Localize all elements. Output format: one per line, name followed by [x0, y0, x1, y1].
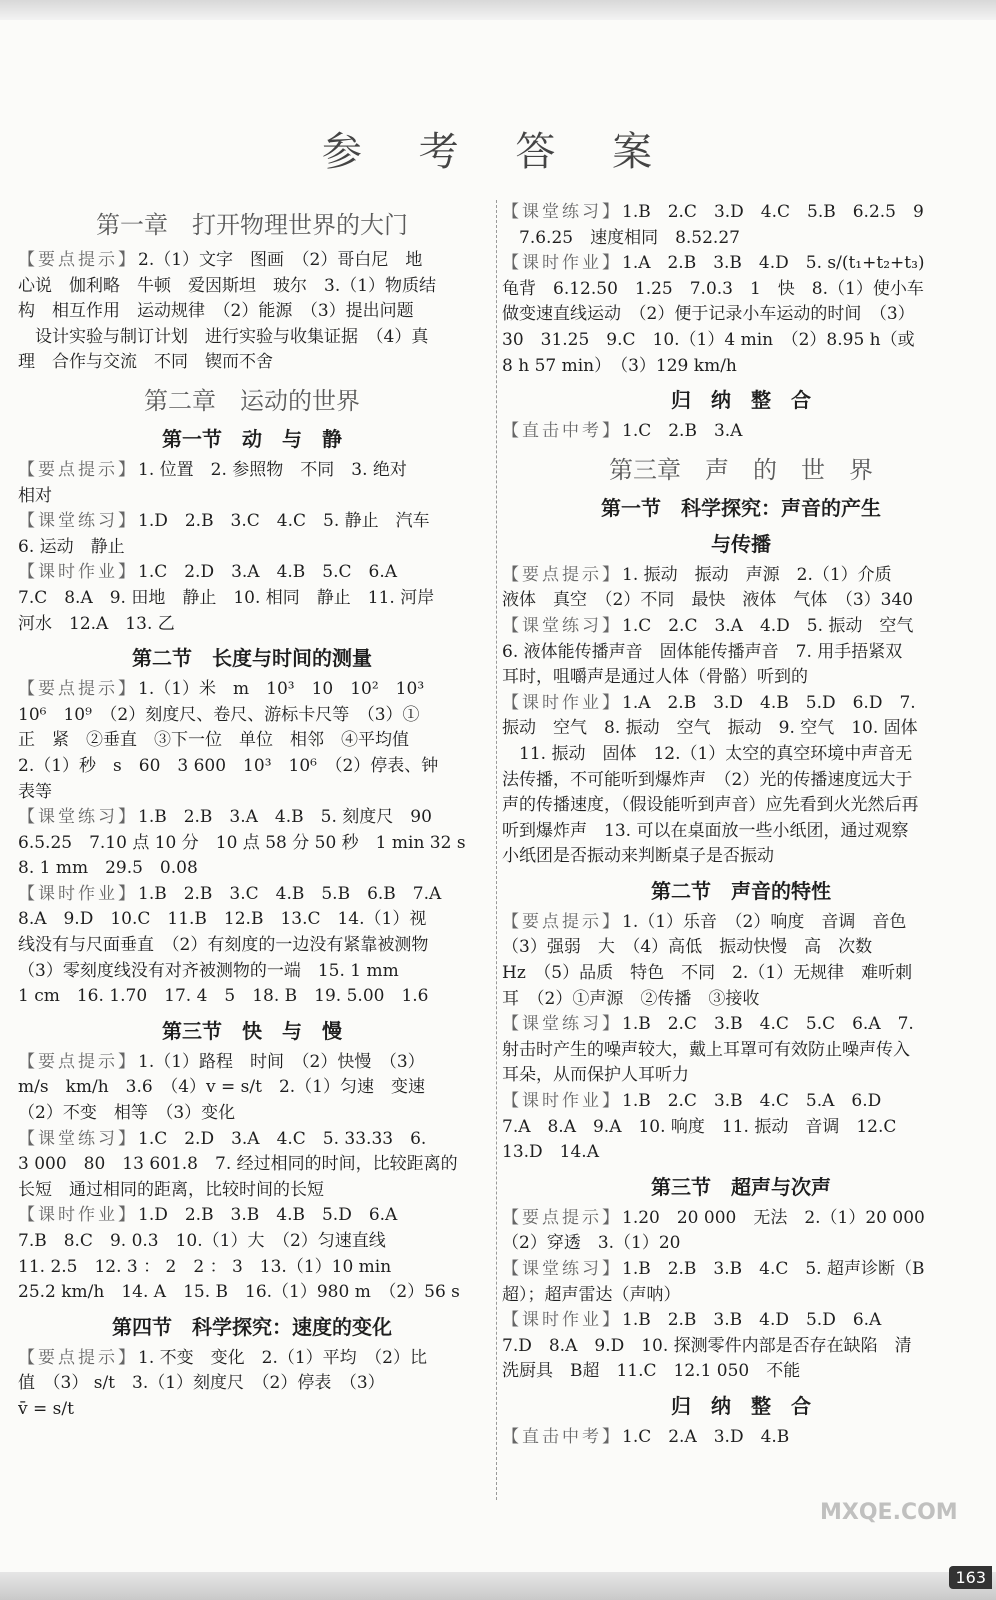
answer-line	[18, 1255, 486, 1281]
answer-text: 1.B 2.C 3.B 4.C 5.C 6.A 7.	[622, 1014, 914, 1035]
answer-tag: 【要点提示】	[18, 1051, 138, 1072]
answer-line	[502, 588, 980, 614]
answer-text: 1.A 2.B 3.D 4.B 5.D 6.D 7.	[622, 692, 916, 713]
answer-text: 11. 振动 固体 12.（1）太空的真空环境中声音无	[502, 743, 913, 764]
answer-text: 7.B 8.C 9. 0.3 10.（1）大 （2）匀速直线	[18, 1231, 386, 1251]
right-column	[502, 200, 980, 1451]
answer-line	[18, 586, 486, 612]
answer-text: 11. 2.5 12. 3 ： 2 2 ： 3 13.（1）10 min	[18, 1256, 392, 1277]
chapter-heading: 第三章 声 的 世 界	[609, 455, 873, 484]
answer-text: 8.A 9.D 10.C 11.B 12.B 13.C 14.（1）视	[18, 909, 427, 930]
answer-text: 10⁶ 10⁹ （2）刻度尺、卷尺、游标卡尺等 （3）①	[18, 704, 420, 725]
answer-line	[502, 1257, 980, 1283]
answer-text: 1. 不变 变化 2.（1）平均 （2）比	[138, 1347, 427, 1368]
answer-tag: 【课堂练习】	[502, 615, 622, 636]
section-heading: 第二节 长度与时间的测量	[132, 646, 372, 671]
answer-line	[502, 328, 980, 354]
answer-tag: 【课堂练习】	[502, 1259, 622, 1279]
answer-line	[502, 742, 980, 768]
answer-text: 超）；超声雷达（声呐）	[502, 1284, 681, 1305]
section-heading: 第四节 科学探究：速度的变化	[112, 1314, 392, 1339]
answer-line	[18, 959, 486, 985]
answer-tag: 【要点提示】	[18, 459, 138, 480]
answer-line	[502, 354, 980, 380]
answer-line	[18, 458, 486, 484]
answer-line	[502, 640, 980, 666]
answer-line	[502, 716, 980, 742]
answer-line	[502, 200, 980, 226]
answer-text: 30 31.25 9.C 10.（1）4 min （2）8.95 h（或	[502, 329, 915, 350]
answer-line	[502, 1231, 980, 1257]
answer-text: 耳 （2）①声源 ②传播 ③接收	[502, 988, 760, 1009]
answer-text: 1.D 2.B 3.B 4.B 5.D 6.A	[138, 1205, 398, 1226]
watermark: MXQE.COM	[820, 1500, 958, 1525]
page-number: 163	[949, 1566, 992, 1589]
answer-tag: 【课时作业】	[18, 562, 138, 583]
answer-text: 1 cm 16. 1.70 17. 4 5 18. B 19. 5.00 1.6	[18, 986, 429, 1007]
answer-text: 2.（1）文字 图画 （2）哥白尼 地	[138, 250, 423, 270]
answer-line	[502, 614, 980, 640]
answer-text: 1.C 2.C 3.A 4.D 5. 振动 空气	[622, 615, 914, 636]
answer-tag: 【课堂练习】	[18, 1128, 138, 1149]
answer-line	[18, 780, 486, 806]
answer-text: 小纸团是否振动来判断桌子是否振动	[502, 846, 774, 867]
answer-text: 7.D 8.A 9.D 10. 探测零件内部是否存在缺陷 清	[502, 1335, 912, 1356]
answer-line	[18, 984, 486, 1010]
answer-line	[18, 754, 486, 780]
answer-text: 1.（1）乐音 （2）响度 音调 音色	[622, 911, 907, 932]
answer-text: 法传播，不可能听到爆炸声 （2）光的传播速度远大于	[502, 769, 913, 790]
answer-text: v̄ = s/t	[18, 1398, 74, 1419]
answer-line	[502, 844, 980, 870]
answer-text: 长短 通过相同的距离，比较时间的长短	[18, 1179, 324, 1200]
answer-line	[502, 1115, 980, 1141]
answer-text: 河水 12.A 13. 乙	[18, 613, 175, 634]
answer-text: 13.D 14.A	[502, 1142, 599, 1163]
answer-line	[502, 1063, 980, 1089]
answer-tag: 【课堂练习】	[18, 511, 138, 532]
answer-line	[18, 248, 486, 274]
answer-line	[502, 226, 980, 252]
answer-line	[18, 1346, 486, 1372]
section-heading: 归 纳 整 合	[671, 1393, 811, 1418]
answer-text: 1.C 2.D 3.A 4.C 5. 33.33 6.	[138, 1128, 427, 1149]
answer-line	[502, 1425, 980, 1451]
answer-text: 表等	[18, 781, 52, 802]
answer-line	[502, 1283, 980, 1309]
answer-line	[502, 961, 980, 987]
section-heading: 第二节 声音的特性	[651, 878, 831, 903]
answer-tag: 【要点提示】	[18, 250, 138, 270]
answer-text: 1.（1）路程 时间 （2）快慢 （3）	[138, 1051, 425, 1072]
answer-line	[502, 419, 980, 445]
answer-line	[502, 1308, 980, 1334]
answer-tag: 【要点提示】	[18, 679, 138, 700]
answer-text: 1.C 2.D 3.A 4.B 5.C 6.A	[138, 562, 398, 583]
answer-text: 1.C 2.B 3.A	[622, 421, 743, 442]
answer-text: 25.2 km/h 14. A 15. B 16.（1）980 m （2）56 s	[18, 1282, 460, 1303]
answer-line	[18, 612, 486, 638]
answer-text: 理 合作与交流 不同 锲而不舍	[18, 352, 273, 373]
answer-text: 液体 真空 （2）不同 最快 液体 气体 （3）340	[502, 590, 914, 611]
answer-text: 1. 位置 2. 参照物 不同 3. 绝对	[138, 459, 407, 480]
answer-line	[502, 819, 980, 845]
answer-line	[502, 935, 980, 961]
answer-text: 6.5.25 7.10 点 10 分 10 点 58 分 50 秒 1 min 32 s	[18, 832, 466, 853]
answer-text: 听到爆炸声 13. 可以在桌面放一些小纸团，通过观察	[502, 820, 909, 841]
answer-line	[502, 1140, 980, 1166]
answer-line	[502, 793, 980, 819]
answer-line	[18, 1397, 486, 1423]
answer-tag: 【课时作业】	[18, 1205, 138, 1226]
answer-tag: 【直击中考】	[502, 421, 622, 442]
answer-text: 正 紧 ②垂直 ③下一位 单位 相邻 ④平均值	[18, 730, 409, 751]
answer-line	[502, 1089, 980, 1115]
answer-line	[18, 703, 486, 729]
answer-line	[18, 1075, 486, 1101]
answer-text: 做变速直线运动 （2）便于记录小车运动的时间 （3）	[502, 304, 915, 325]
answer-line	[18, 1101, 486, 1127]
answer-line	[18, 1203, 486, 1229]
column-divider	[496, 200, 497, 1500]
answer-text: 2.（1）秒 s 60 3 600 10³ 10⁶ （2）停表、钟	[18, 755, 439, 776]
answer-text: 射击时产生的噪声较大，戴上耳罩可有效防止噪声传入	[502, 1039, 910, 1060]
answer-line	[18, 1178, 486, 1204]
answer-tag: 【课时作业】	[502, 1091, 622, 1112]
answer-text: 1.B 2.B 3.A 4.B 5. 刻度尺 90	[138, 807, 432, 828]
answer-text: 耳时，咀嚼声是通过人体（骨骼）听到的	[502, 667, 808, 688]
answer-text: （3）强弱 大 （4）高低 振动快慢 高 次数	[502, 937, 873, 958]
answer-line	[502, 563, 980, 589]
answer-text: 1.B 2.C 3.D 4.C 5.B 6.2.5 9	[622, 202, 924, 222]
section-heading: 第一节 动 与 静	[162, 426, 342, 451]
answer-line	[502, 665, 980, 691]
answer-line	[502, 1359, 980, 1385]
answer-text: 7.A 8.A 9.A 10. 响度 11. 振动 音调 12.C	[502, 1116, 897, 1137]
answer-line	[18, 933, 486, 959]
answer-tag: 【课堂练习】	[502, 1014, 622, 1035]
answer-line	[502, 1038, 980, 1064]
answer-text: 1.D 2.B 3.C 4.C 5. 静止 汽车	[138, 511, 430, 532]
answer-text: 声的传播速度，（假设能听到声音）应先看到火光然后再	[502, 795, 919, 816]
section-heading: 与传播	[711, 531, 771, 556]
answer-text: 耳朵，从而保护人耳听力	[502, 1065, 689, 1086]
answer-line	[18, 805, 486, 831]
answer-tag: 【直击中考】	[502, 1426, 622, 1447]
answer-line	[18, 831, 486, 857]
answer-text: 7.6.25 速度相同 8.52.27	[502, 227, 740, 248]
answer-text: 1.B 2.B 3.B 4.D 5.D 6.A	[622, 1310, 882, 1331]
page-title: 参 考 答 案	[321, 129, 675, 175]
answer-tag: 【要点提示】	[502, 911, 622, 932]
answer-text: 8. 1 mm 29.5 0.08	[18, 858, 198, 879]
answer-tag: 【要点提示】	[502, 564, 622, 585]
answer-line	[502, 277, 980, 303]
answer-line	[18, 484, 486, 510]
answer-line	[18, 535, 486, 561]
answer-text: 1.A 2.B 3.B 4.D 5. s/(t₁+t₂+t₃)	[622, 253, 925, 274]
answer-line	[18, 907, 486, 933]
answer-text: 1.B 2.B 3.B 4.C 5. 超声诊断（B	[622, 1259, 925, 1279]
answer-text: 值 （3） s/t 3.（1）刻度尺 （2）停表 （3）	[18, 1373, 385, 1394]
answer-line	[18, 1280, 486, 1306]
answer-line	[18, 325, 486, 351]
answer-line	[502, 691, 980, 717]
answer-line	[502, 251, 980, 277]
section-heading: 归 纳 整 合	[671, 388, 811, 413]
answer-text: 构 相互作用 运动规律 （2）能源 （3）提出问题	[18, 301, 414, 322]
answer-line	[18, 856, 486, 882]
top-edge-band	[0, 0, 996, 20]
section-heading: 第三节 快 与 慢	[162, 1018, 342, 1043]
chapter-heading: 第一章 打开物理世界的大门	[96, 211, 408, 239]
answer-text: 7.C 8.A 9. 田地 静止 10. 相同 静止 11. 河岸	[18, 587, 435, 608]
bottom-edge-band	[0, 1572, 996, 1600]
answer-text: 线没有与尺面垂直 （2）有刻度的一边没有紧靠被测物	[18, 935, 429, 956]
answer-line	[18, 728, 486, 754]
answer-text: 设计实验与制订计划 进行实验与收集证据 （4）真	[18, 326, 429, 347]
answer-text: 洗厨具 B超 11.C 12.1 050 不能	[502, 1361, 801, 1382]
left-column	[18, 200, 486, 1423]
answer-text: （3）零刻度线没有对齐被测物的一端 15. 1 mm	[18, 960, 399, 981]
answer-text: 3 000 80 13 601.8 7. 经过相同的时间，比较距离的	[18, 1154, 458, 1175]
answer-tag: 【要点提示】	[18, 1347, 138, 1368]
answer-line	[502, 1206, 980, 1232]
answer-text: 心说 伽利略 牛顿 爱因斯坦 玻尔 3.（1）物质结	[18, 275, 437, 296]
answer-text: 1.（1）米 m 10³ 10 10² 10³	[138, 679, 425, 700]
answer-tag: 【课堂练习】	[502, 202, 622, 222]
answer-text: （2）不变 相等 （3）变化	[18, 1103, 236, 1124]
answer-tag: 【课时作业】	[502, 692, 622, 713]
answer-text: Hz （5）品质 特色 不同 2.（1）无规律 难听刺	[502, 963, 913, 984]
answer-line	[502, 1334, 980, 1360]
answer-line	[18, 1229, 486, 1255]
answer-text: （2）穿透 3.（1）20	[502, 1233, 681, 1254]
answer-tag: 【要点提示】	[502, 1207, 622, 1228]
answer-text: 相对	[18, 485, 52, 506]
answer-line	[502, 910, 980, 936]
answer-line	[18, 1127, 486, 1153]
answer-line	[18, 1050, 486, 1076]
answer-line	[18, 560, 486, 586]
answer-line	[502, 1012, 980, 1038]
answer-text: m/s km/h 3.6 （4）v = s/t 2.（1）匀速 变速	[18, 1077, 425, 1098]
answer-line	[502, 768, 980, 794]
answer-text: 1.B 2.B 3.C 4.B 5.B 6.B 7.A	[138, 883, 442, 904]
answer-tag: 【课堂练习】	[18, 807, 138, 828]
answer-text: 1.B 2.C 3.B 4.C 5.A 6.D	[622, 1091, 882, 1112]
answer-line	[18, 509, 486, 535]
answer-line	[18, 274, 486, 300]
answer-line	[18, 1371, 486, 1397]
chapter-heading: 第二章 运动的世界	[144, 386, 360, 415]
answer-text: 8 h 57 min） （3）129 km/h	[502, 355, 737, 376]
answer-line	[18, 882, 486, 908]
answer-tag: 【课时作业】	[18, 883, 138, 904]
section-heading: 第一节 科学探究：声音的产生	[601, 495, 881, 520]
answer-text: 6. 液体能传播声音 固体能传播声音 7. 用手捂紧双	[502, 641, 903, 662]
answer-line	[502, 302, 980, 328]
answer-text: 龟背 6.12.50 1.25 7.0.3 1 快 8.（1）使小车	[502, 278, 924, 299]
answer-tag: 【课时作业】	[502, 253, 622, 274]
answer-line	[18, 299, 486, 325]
section-heading: 第三节 超声与次声	[651, 1174, 831, 1199]
answer-text: 振动 空气 8. 振动 空气 振动 9. 空气 10. 固体	[502, 718, 918, 739]
answer-line	[18, 350, 486, 376]
answer-line	[18, 1152, 486, 1178]
answer-line	[18, 677, 486, 703]
answer-line	[502, 987, 980, 1013]
answer-text: 1. 振动 振动 声源 2.（1）介质	[622, 564, 892, 585]
answer-text: 6. 运动 静止	[18, 536, 125, 557]
answer-text: 1.C 2.A 3.D 4.B	[622, 1426, 790, 1447]
answer-tag: 【课时作业】	[502, 1310, 622, 1331]
answer-text: 1.20 20 000 无法 2.（1）20 000	[622, 1207, 925, 1228]
